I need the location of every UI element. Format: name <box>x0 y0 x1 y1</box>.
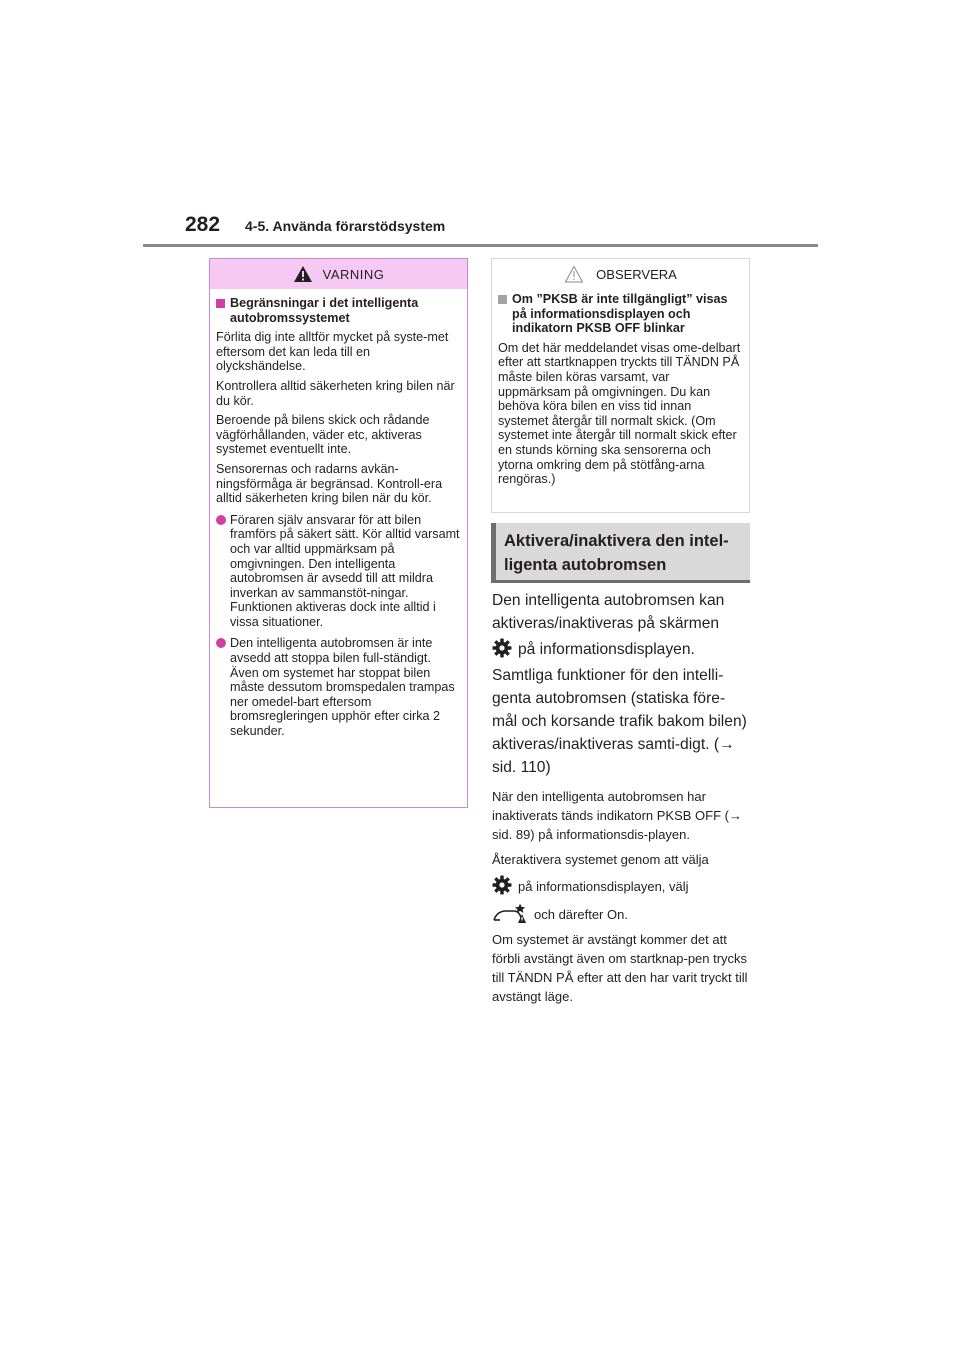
body-paragraph <box>492 638 750 661</box>
warning-paragraph: Förlita dig inte alltför mycket på syste-met eftersom det kan leda till en olyckshändelse. <box>216 330 449 374</box>
body-paragraph <box>492 902 750 924</box>
body-paragraph <box>492 875 750 896</box>
warning-paragraph: Kontrollera alltid säkerheten kring bilen när du kör. <box>216 378 455 408</box>
body-text <box>492 589 750 1010</box>
body-paragraph: Samtliga funktioner för den intelli-genta autobromsen (statiska före-mål och korsande trafik bakom bilen) aktiveras/inaktiveras samti-digt. (→ sid. 110) <box>492 667 747 776</box>
warning-paragraph: Beroende på bilens skick och rådande vägförhållanden, väder etc, aktiveras systemet eventuellt inte. <box>216 413 430 457</box>
bullet-dot-icon <box>216 638 226 648</box>
notice-subheading: Om ”PKSB är inte tillgängligt” visas på informationsdisplayen och indikatorn PKSB OFF blinkar <box>498 292 743 336</box>
body-text-inline: och därefter On. <box>534 907 628 922</box>
notice-triangle-icon <box>564 265 584 283</box>
body-paragraph: Återaktivera systemet genom att välja <box>492 852 709 867</box>
notice-paragraph: Om det här meddelandet visas ome-delbart efter att startknappen tryckts till TÄNDN PÅ måste bilen köras varsamt, var uppmärksam på omgivningen. Du kan behöva köra bilen en viss tid innan systemet återgår till normalt skick. (Om systemet inte återgår till normalt skick efter en stunds körning ska sensorerna och ytorna omkring dem på stötfång-arna rengöras.) <box>498 340 741 487</box>
warning-bullet-text: Föraren själv ansvarar för att bilen framförs på säkert sätt. Kör alltid varsamt och var alltid uppmärksam på omgivningen. Den intelligenta autobromsen är avsedd till att mildra inverkan av sammanstöt-ningar. Funktionen aktiveras dock inte alltid i vissa situationer. <box>230 512 460 629</box>
gear-icon <box>492 875 512 895</box>
body-text-inline: på informationsdisplayen, välj <box>518 879 689 894</box>
notice-box <box>491 258 750 513</box>
body-text-inline: på informationsdisplayen. <box>518 641 695 658</box>
body-paragraph: När den intelligenta autobromsen har inaktiverats tänds indikatorn PKSB OFF (→ sid. 89) på informationsdis-playen. <box>492 789 742 842</box>
notice-header <box>492 259 749 289</box>
section-title: 4-5. Använda förarstödsystem <box>245 218 446 234</box>
notice-title: OBSERVERA <box>596 266 677 282</box>
warning-bullet <box>216 513 461 630</box>
section-heading: Aktivera/inaktivera den intel-ligenta autobromsen <box>491 523 750 583</box>
warning-bullet-text: Den intelligenta autobromsen är inte avsedd att stoppa bilen full-ständigt. Även om systemet har stoppat bilen måste dessutom bromspedalen trampas ner omedel-bart eftersom bromsregleringen upphör efter cirka 2 sekunder. <box>230 636 455 739</box>
car-brake-icon <box>492 902 528 924</box>
warning-bullet <box>216 636 461 738</box>
warning-box <box>209 258 468 808</box>
warning-header <box>210 259 467 289</box>
warning-title: VARNING <box>322 266 385 282</box>
bullet-dot-icon <box>216 515 226 525</box>
gear-icon <box>492 638 512 658</box>
page-number: 282 <box>185 213 221 236</box>
body-paragraph: Om systemet är avstängt kommer det att förbli avstängt även om startknap-pen trycks till TÄNDN PÅ efter att den har varit tryckt till avstängt läge. <box>492 932 748 1004</box>
header-rule <box>143 244 818 247</box>
body-paragraph: Den intelligenta autobromsen kan aktiveras/inaktiveras på skärmen <box>492 592 725 632</box>
warning-subheading: Begränsningar i det intelligenta autobromssystemet <box>216 296 461 325</box>
warning-paragraph: Sensorernas och radarns avkän-ningsförmåga är begränsad. Kontroll-era alltid säkerheten kring bilen när du kör. <box>216 461 443 506</box>
warning-triangle-icon <box>293 265 313 283</box>
